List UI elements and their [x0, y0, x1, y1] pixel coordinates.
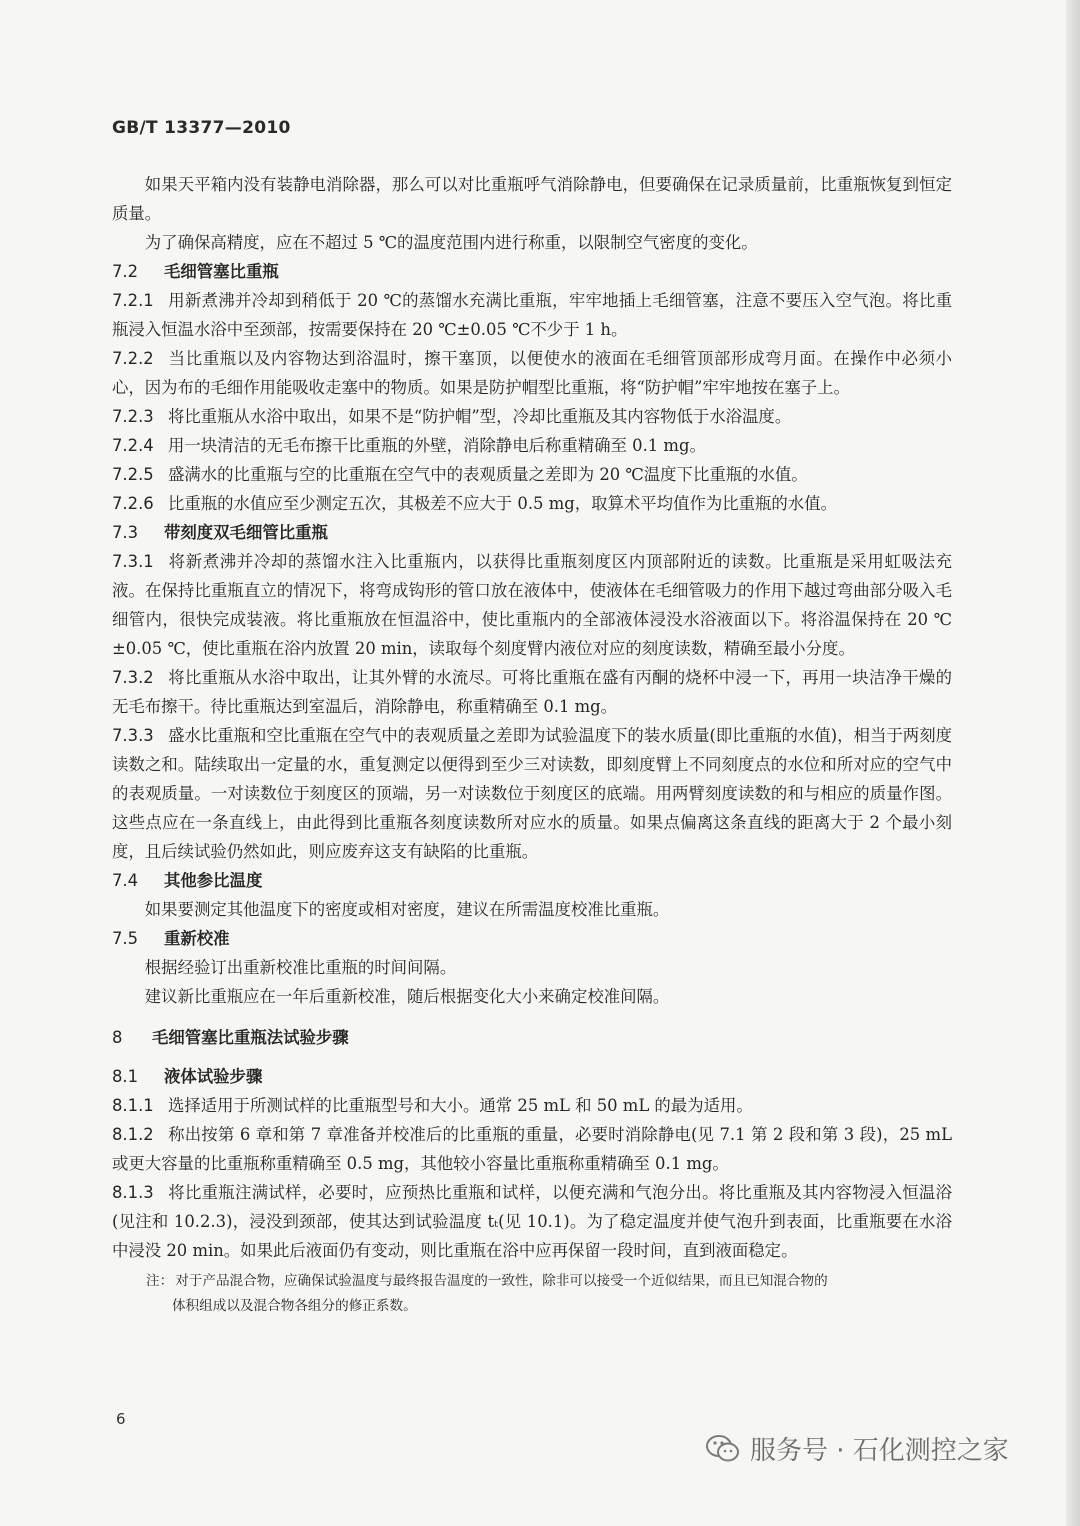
body-paragraph: 根据经验订出重新校准比重瓶的时间间隔。: [144, 958, 457, 977]
page-number: 6: [116, 1410, 126, 1428]
clause-7-2-4: 7.2.4 用一块清洁的无毛布擦干比重瓶的外壁，消除静电后称重精确至 0.1 mg。: [112, 436, 706, 455]
body-paragraph: 如果天平箱内没有装静电消除器，那么可以对比重瓶呼气消除静电，但要确保在记录质量前，比重瓶恢复到恒定质量。: [112, 175, 952, 223]
body-paragraph: 如果要测定其他温度下的密度或相对密度，建议在所需温度校准比重瓶。: [144, 900, 670, 919]
section-heading-7-5: 7.5 重新校准: [112, 929, 230, 948]
note: [146, 1269, 952, 1319]
clause-7-3-2: 7.3.2 将比重瓶从水浴中取出，让其外臂的水流尽。可将比重瓶在盛有丙酮的烧杯中浸一下，再用一块洁净干燥的无毛布擦干。待比重瓶达到室温后，消除静电，称重精确至 0.1 mg。: [112, 668, 952, 716]
wechat-icon: [706, 1434, 740, 1464]
clause-7-3-1: 7.3.1 将新煮沸并冷却的蒸馏水注入比重瓶内，以获得比重瓶刻度区内顶部附近的读数。比重瓶是采用虹吸法充液。在保持比重瓶直立的情况下，将弯成钩形的管口放在液体中，使液体在毛细管吸力的作用下越过弯曲部分吸入毛细管内，很快完成装液。将比重瓶放在恒温浴中，使比重瓶内的全部液体浸没水浴液面以下。将浴温保持在 20 ℃±0.05 ℃，使比重瓶在浴内放置 20 min，读取每个刻度臂内液位对应的刻度读数，精确至最小分度。: [112, 552, 952, 658]
clause-8-1-1: 8.1.1 选择适用于所测试样的比重瓶型号和大小。通常 25 mL 和 50 mL 的最为适用。: [112, 1096, 753, 1115]
note-label: 注：: [146, 1273, 174, 1289]
document-body: [112, 170, 952, 1319]
note-text-continued: 体积组成以及混合物各组分的修正系数。: [172, 1298, 417, 1314]
clause-7-2-2: 7.2.2 当比重瓶以及内容物达到浴温时，擦干塞顶，以便使水的液面在毛细管顶部形成弯月面。在操作中必须小心，因为布的毛细作用能吸收走塞中的物质。如果是防护帽型比重瓶，将“防护帽”牢牢地按在塞子上。: [112, 349, 952, 397]
chapter-heading-8: 8 毛细管塞比重瓶法试验步骤: [112, 1028, 349, 1047]
section-heading-7-4: 7.4 其他参比温度: [112, 871, 263, 890]
clause-7-2-5: 7.2.5 盛满水的比重瓶与空的比重瓶在空气中的表观质量之差即为 20 ℃温度下比重瓶的水值。: [112, 465, 808, 484]
section-heading-7-3: 7.3 带刻度双毛细管比重瓶: [112, 523, 328, 542]
watermark-text: 服务号 · 石化测控之家: [750, 1436, 1009, 1466]
body-paragraph: 建议新比重瓶应在一年后重新校准，随后根据变化大小来确定校准间隔。: [144, 987, 670, 1006]
clause-7-2-1: 7.2.1 用新煮沸并冷却到稍低于 20 ℃的蒸馏水充满比重瓶，牢牢地插上毛细管塞，注意不要压入空气泡。将比重瓶浸入恒温水浴中至颈部，按需要保持在 20 ℃±0.05 ℃不少于 1 h。: [112, 291, 953, 339]
clause-8-1-2: 8.1.2 称出按第 6 章和第 7 章准备并校准后的比重瓶的重量，必要时消除静电(见 7.1 第 2 段和第 3 段)，25 mL 或更大容量的比重瓶称重精确至 0.5 mg，其他较小容量比重瓶称重精确至 0.1 mg。: [112, 1125, 952, 1173]
section-heading-8-1: 8.1 液体试验步骤: [112, 1067, 263, 1086]
note-text: 对于产品混合物，应确保试验温度与最终报告温度的一致性，除非可以接受一个近似结果，而且已知混合物的: [175, 1273, 828, 1289]
standard-number: GB/T 13377—2010: [112, 118, 291, 138]
watermark: [706, 1430, 1009, 1467]
clause-7-3-3: 7.3.3 盛水比重瓶和空比重瓶在空气中的表观质量之差即为试验温度下的装水质量(即比重瓶的水值)，相当于两刻度读数之和。陆续取出一定量的水，重复测定以便得到至少三对读数，即刻度臂上不同刻度点的水位和所对应的空气中的表观质量。一对读数位于刻度区的顶端，另一对读数位于刻度区的底端。用两臂刻度读数的和与相应的质量作图。这些点应在一条直线上，由此得到比重瓶各刻度读数所对应水的质量。如果点偏离这条直线的距离大于 2 个最小刻度，且后续试验仍然如此，则应废弃这支有缺陷的比重瓶。: [112, 726, 952, 861]
clause-8-1-3: 8.1.3 将比重瓶注满试样，必要时，应预热比重瓶和试样，以便充满和气泡分出。将比重瓶及其内容物浸入恒温浴(见注和 10.2.3)，浸没到颈部，使其达到试验温度 tₜ(见 10.1)。为了稳定温度并使气泡升到表面，比重瓶要在水浴中浸没 20 min。如果此后液面仍有变动，则比重瓶在浴中应再保留一段时间，直到液面稳定。: [112, 1183, 952, 1260]
section-heading-7-2: 7.2 毛细管塞比重瓶: [112, 262, 279, 281]
page-edge-shadow: [1066, 0, 1080, 1526]
clause-7-2-3: 7.2.3 将比重瓶从水浴中取出，如果不是“防护帽”型，冷却比重瓶及其内容物低于水浴温度。: [112, 407, 792, 426]
clause-7-2-6: 7.2.6 比重瓶的水值应至少测定五次，其极差不应大于 0.5 mg，取算术平均值作为比重瓶的水值。: [112, 494, 837, 513]
body-paragraph: 为了确保高精度，应在不超过 5 ℃的温度范围内进行称重，以限制空气密度的变化。: [144, 233, 758, 252]
